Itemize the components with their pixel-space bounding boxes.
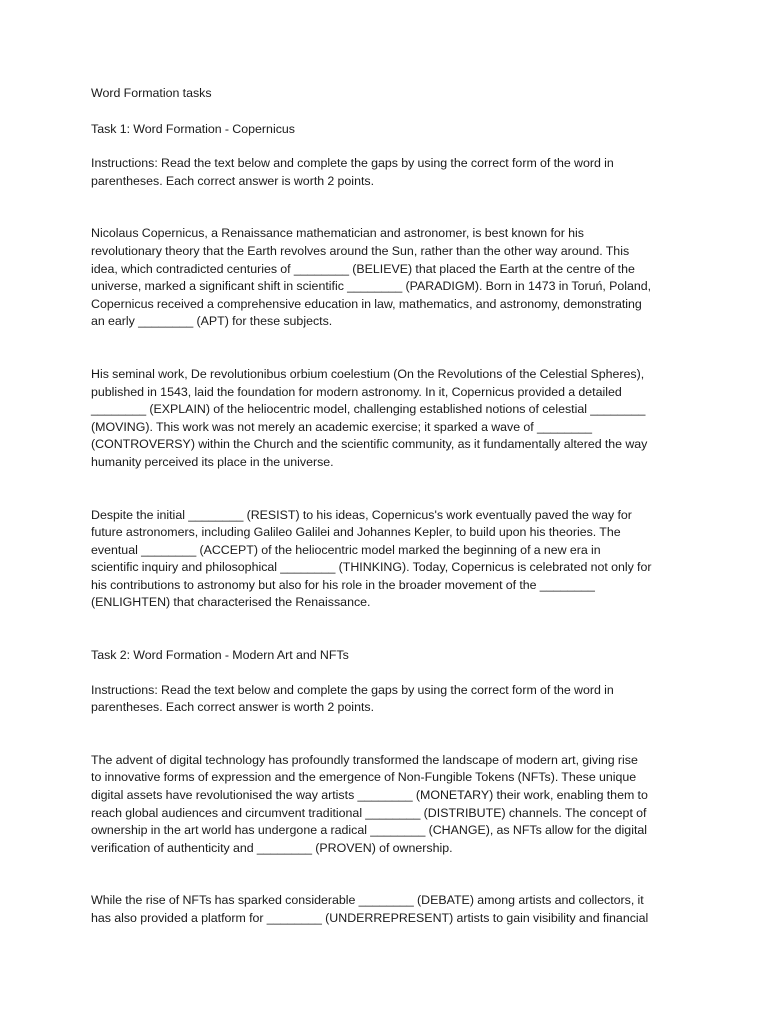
task1-title: Task 1: Word Formation - Copernicus — [91, 121, 295, 136]
document-heading: Word Formation tasks — [91, 86, 212, 100]
task1-paragraph: Despite the initial ________ (RESIST) to his ideas, Copernicus's work eventually paved the way for future astronomers, including Galileo Galilei and Johannes Kepler, to build upon his theories. The eventual ________ (ACCEPT) of the heliocentric model marked the beginning of a new era in scientific inquiry and philosophical ________ (THINKING). Today, Copernicus is celebrated not only for his contributions to astronomy but also for his role in the broader movement of the ________ (ENLIGHTEN) that characterised the Renaissance. — [91, 507, 652, 610]
task2-title: Task 2: Word Formation - Modern Art and NFTs — [91, 648, 349, 663]
task2-paragraph: While the rise of NFTs has sparked considerable ________ (DEBATE) among artists and collectors, it has also provided a platform for ________ (UNDERREPRESENT) artists to gain visibility and financial — [91, 893, 649, 925]
document-body — [91, 85, 683, 928]
task2-instructions: Instructions: Read the text below and complete the gaps by using the correct form of the word in parentheses. Each correct answer is worth 2 points. — [91, 682, 614, 715]
task1-paragraph: Nicolaus Copernicus, a Renaissance mathematician and astronomer, is best known for his revolutionary theory that the Earth revolves around the Sun, rather than the other way around. This idea, which contradicted centuries of ________ (BELIEVE) that placed the Earth at the centre of the universe, marked a significant shift in scientific ________ (PARADIGM). Born in 1473 in Toruń, Poland, Copernicus received a comprehensive education in law, mathematics, and astronomy, demonstrating an early ________ (APT) for these subjects. — [91, 226, 652, 329]
task1-paragraph: His seminal work, De revolutionibus orbium coelestium (On the Revolutions of the Celestial Spheres), published in 1543, laid the foundation for modern astronomy. In it, Copernicus provided a detailed ________ (EXPLAIN) of the heliocentric model, challenging established notions of celestial ________ (MOVING). This work was not merely an academic exercise; it sparked a wave of ________ (CONTROVERSY) within the Church and the scientific community, as it fundamentally altered the way humanity perceived its place in the universe. — [91, 366, 648, 469]
task1-instructions: Instructions: Read the text below and complete the gaps by using the correct form of the word in parentheses. Each correct answer is worth 2 points. — [91, 156, 614, 188]
task2-paragraph: The advent of digital technology has profoundly transformed the landscape of modern art, giving rise to innovative forms of expression and the emergence of Non-Fungible Tokens (NFTs). These unique digital assets have revolutionised the way artists ________ (MONETARY) their work, enabling them to reach global audiences and circumvent traditional ________ (DISTRIBUTE) channels. The concept of ownership in the art world has undergone a radical ________ (CHANGE), as NFTs allow for the digital verification of authenticity and ________ (PROVEN) of ownership. — [91, 752, 648, 855]
